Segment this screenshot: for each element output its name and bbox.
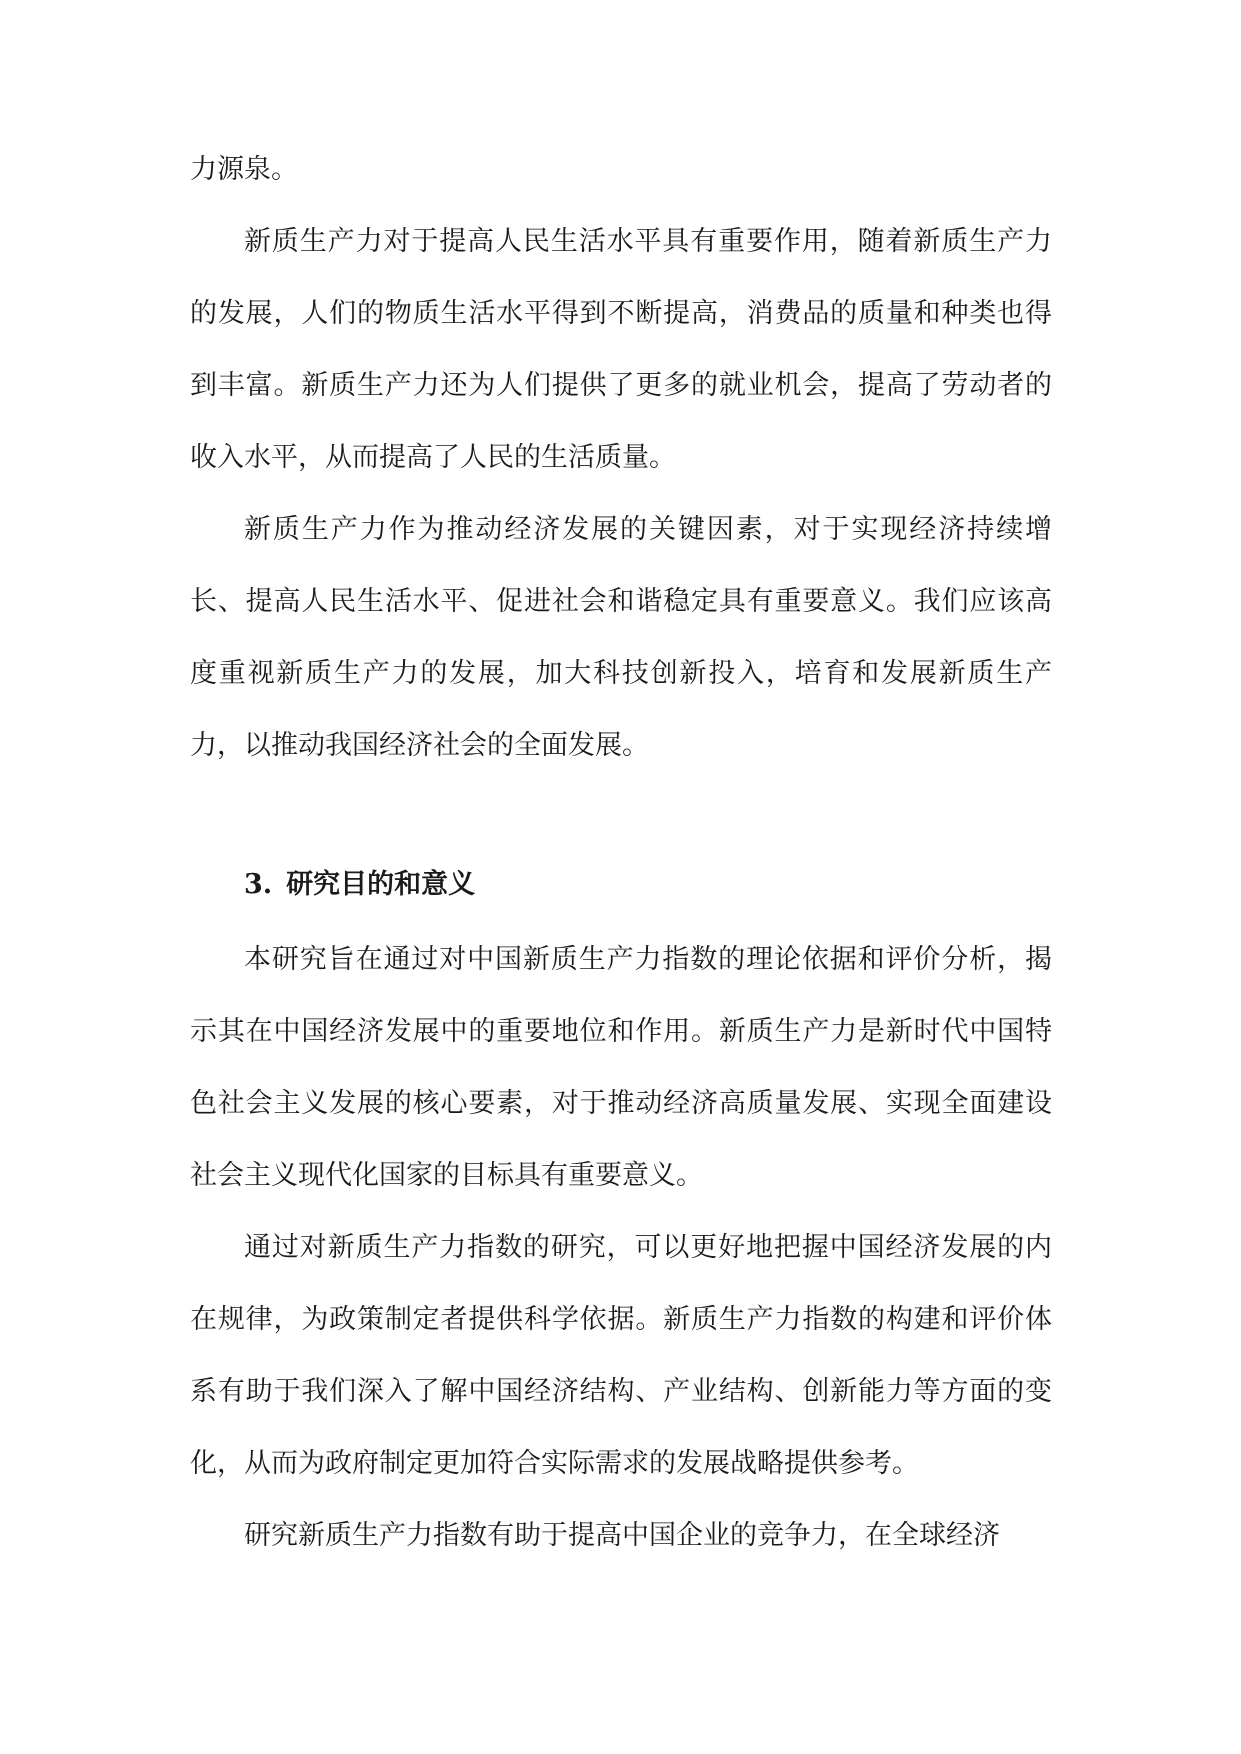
paragraph-living-standards: 新质生产力对于提高人民生活水平具有重要作用，随着新质生产力的发展，人们的物质生活水平得到不断提高，消费品的质量和种类也得到丰富。新质生产力还为人们提供了更多的就业机会，提高了劳动者的收入水平，从而提高了人民的生活质量。 xyxy=(190,226,1052,473)
paragraph-competitiveness: 研究新质生产力指数有助于提高中国企业的竞争力，在全球经济 xyxy=(244,1520,1000,1551)
section-number: 3. xyxy=(244,869,273,900)
paragraph-key-factor: 新质生产力作为推动经济发展的关键因素，对于实现经济持续增长、提高人民生活水平、促进社会和谐稳定具有重要意义。我们应该高度重视新质生产力的发展，加大科技创新投入，培育和发展新质生产力，以推动我国经济社会的全面发展。 xyxy=(190,514,1052,761)
paragraph-research-value: 通过对新质生产力指数的研究，可以更好地把握中国经济发展的内在规律，为政策制定者提供科学依据。新质生产力指数的构建和评价体系有助于我们深入了解中国经济结构、产业结构、创新能力等方面的变化，从而为政府制定更加符合实际需求的发展战略提供参考。 xyxy=(190,1232,1052,1479)
section-heading xyxy=(244,849,475,921)
paragraph-continuation: 力源泉。 xyxy=(190,154,298,185)
section-title: 研究目的和意义 xyxy=(286,869,476,900)
paragraph-research-purpose: 本研究旨在通过对中国新质生产力指数的理论依据和评价分析，揭示其在中国经济发展中的重要地位和作用。新质生产力是新时代中国特色社会主义发展的核心要素，对于推动经济高质量发展、实现全面建设社会主义现代化国家的目标具有重要意义。 xyxy=(190,944,1052,1191)
